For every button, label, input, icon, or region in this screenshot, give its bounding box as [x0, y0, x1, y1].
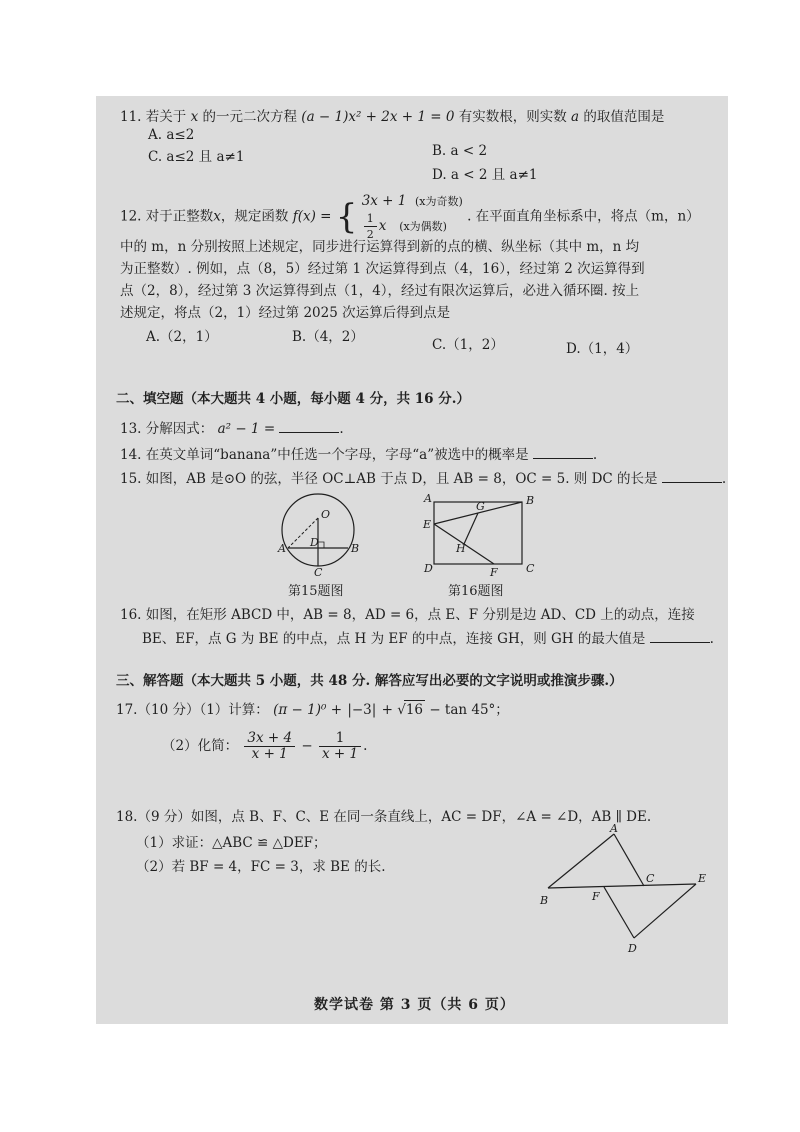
fig15-label-d: D: [310, 536, 319, 549]
figure-16-rectangle: [422, 492, 552, 578]
q12-option-a: A.（2，1）: [146, 329, 218, 345]
q12-option-c: C.（1，2）: [432, 337, 504, 353]
figure-18-triangles: [536, 822, 716, 962]
q15-answer-blank[interactable]: [662, 470, 722, 483]
fig18-label-b: B: [540, 894, 549, 907]
fig15-label-b: B: [351, 542, 360, 555]
fig16-label-g: G: [476, 500, 485, 513]
fig18-label-c: C: [646, 872, 655, 885]
fig16-label-e: E: [423, 518, 432, 531]
q17-part1: 17.（10 分）（1）计算： (π − 1)⁰ + |−3| + √16 − tan 45°；: [116, 702, 509, 718]
q16-line2: BE、EF，点 G 为 BE 的中点，点 H 为 EF 的中点，连接 GH，则 GH 的最大值是 .: [142, 631, 714, 647]
q16-answer-blank[interactable]: [650, 630, 710, 643]
fig18-label-d: D: [628, 942, 637, 955]
segment-de: [634, 884, 696, 938]
piecewise-brace: {: [335, 197, 358, 237]
q14-answer-blank[interactable]: [533, 446, 593, 459]
q13-answer-blank[interactable]: [279, 420, 339, 433]
q12-option-b: B.（4，2）: [292, 329, 364, 345]
q14: 14. 在英文单词“banana”中任选一个字母，字母“a”被选中的概率是 .: [120, 447, 598, 463]
fig18-label-f: F: [592, 890, 600, 903]
q11-option-d: D. a < 2 且 a≠1: [432, 167, 538, 183]
q16-line1: 16. 如图，在矩形 ABCD 中，AB = 8，AD = 6，点 E、F 分别是边 AD、CD 上的动点，连接: [120, 607, 695, 623]
section-fill-in-heading: 二、填空题（本大题共 4 小题，每小题 4 分，共 16 分.）: [116, 391, 470, 407]
fig18-label-e: E: [698, 872, 707, 885]
fig18-label-a: A: [610, 822, 618, 835]
q12-line5: 述规定，将点（2，1）经过第 2025 次运算后得到点是: [120, 305, 451, 321]
q12-line4: 点（2，8），经过第 3 次运算得到点（1，4），经过有限次运算后，必进入循环圈. 按上: [120, 283, 640, 299]
segment-gh: [464, 513, 478, 544]
q12-line3: 为正整数）. 例如，点（8，5）经过第 1 次运算得到点（4，16），经过第 2 次运算得到: [120, 261, 645, 277]
q11-option-c: C. a≤2 且 a≠1: [148, 149, 245, 165]
section-solutions-heading: 三、解答题（本大题共 5 小题，共 48 分. 解答应写出必要的文字说明或推演步骤.）: [116, 673, 623, 689]
fig15-label-o: O: [321, 508, 331, 521]
right-angle-mark: [318, 542, 324, 548]
q18-part1: （1）求证：△ABC ≌ △DEF；: [136, 835, 327, 851]
q15: 15. 如图，AB 是⊙O 的弦，半径 OC⊥AB 于点 D，且 AB = 8，OC = 5. 则 DC 的长是 .: [120, 471, 727, 487]
line-bfce: [548, 884, 696, 888]
q18-stem: 18.（9 分）如图，点 B、F、C、E 在同一条直线上，AC = DF，∠A = ∠D，AB ∥ DE.: [116, 809, 652, 825]
fig16-label-b: B: [526, 494, 535, 507]
segment-ab: [548, 834, 614, 888]
fig15-label-a: A: [278, 542, 286, 555]
q11-option-b: B. a < 2: [432, 143, 488, 159]
segment-fd: [604, 887, 634, 938]
q11-option-a: A. a≤2: [148, 127, 195, 143]
fig16-label-h: H: [456, 542, 466, 555]
q17-part2: （2）化简： $\frac{3x + 4}{x + 1}$ − $\frac{1}{x + 1}$ .: [162, 730, 368, 762]
figure-15-caption: 第15题图: [288, 584, 344, 599]
fig16-label-a: A: [424, 492, 432, 505]
q18-part2: （2）若 BF = 4，FC = 3，求 BE 的长.: [136, 859, 386, 875]
segment-ac: [614, 834, 644, 886]
q11-stem: 11. 若关于 x 的一元二次方程 (a − 1)x² + 2x + 1 = 0 有实数根，则实数 a 的取值范围是: [120, 109, 665, 125]
exam-page: [96, 96, 728, 1024]
figure-16-caption: 第16题图: [448, 584, 504, 599]
q12-option-d: D.（1，4）: [566, 341, 639, 357]
q12-line2: 中的 m，n 分别按照上述规定，同步进行运算得到新的点的横、纵坐标（其中 m，n 均: [120, 239, 640, 255]
page-footer: 数学试卷 第 3 页（共 6 页）: [314, 997, 515, 1013]
fig16-label-d: D: [424, 562, 433, 575]
figure-15-circle: [272, 492, 372, 576]
q13: 13. 分解因式： a² − 1 = .: [120, 421, 344, 437]
fig16-label-c: C: [526, 562, 535, 575]
q12-stem: 12. 对于正整数x，规定函数 f(x) = { 3x + 1 (x为奇数) $\frac{1}{2}$ x (x为偶数) . 在平面直角坐标系中，将点（m，n）: [120, 193, 700, 241]
fig15-label-c: C: [314, 566, 323, 576]
fig16-label-f: F: [490, 566, 498, 578]
